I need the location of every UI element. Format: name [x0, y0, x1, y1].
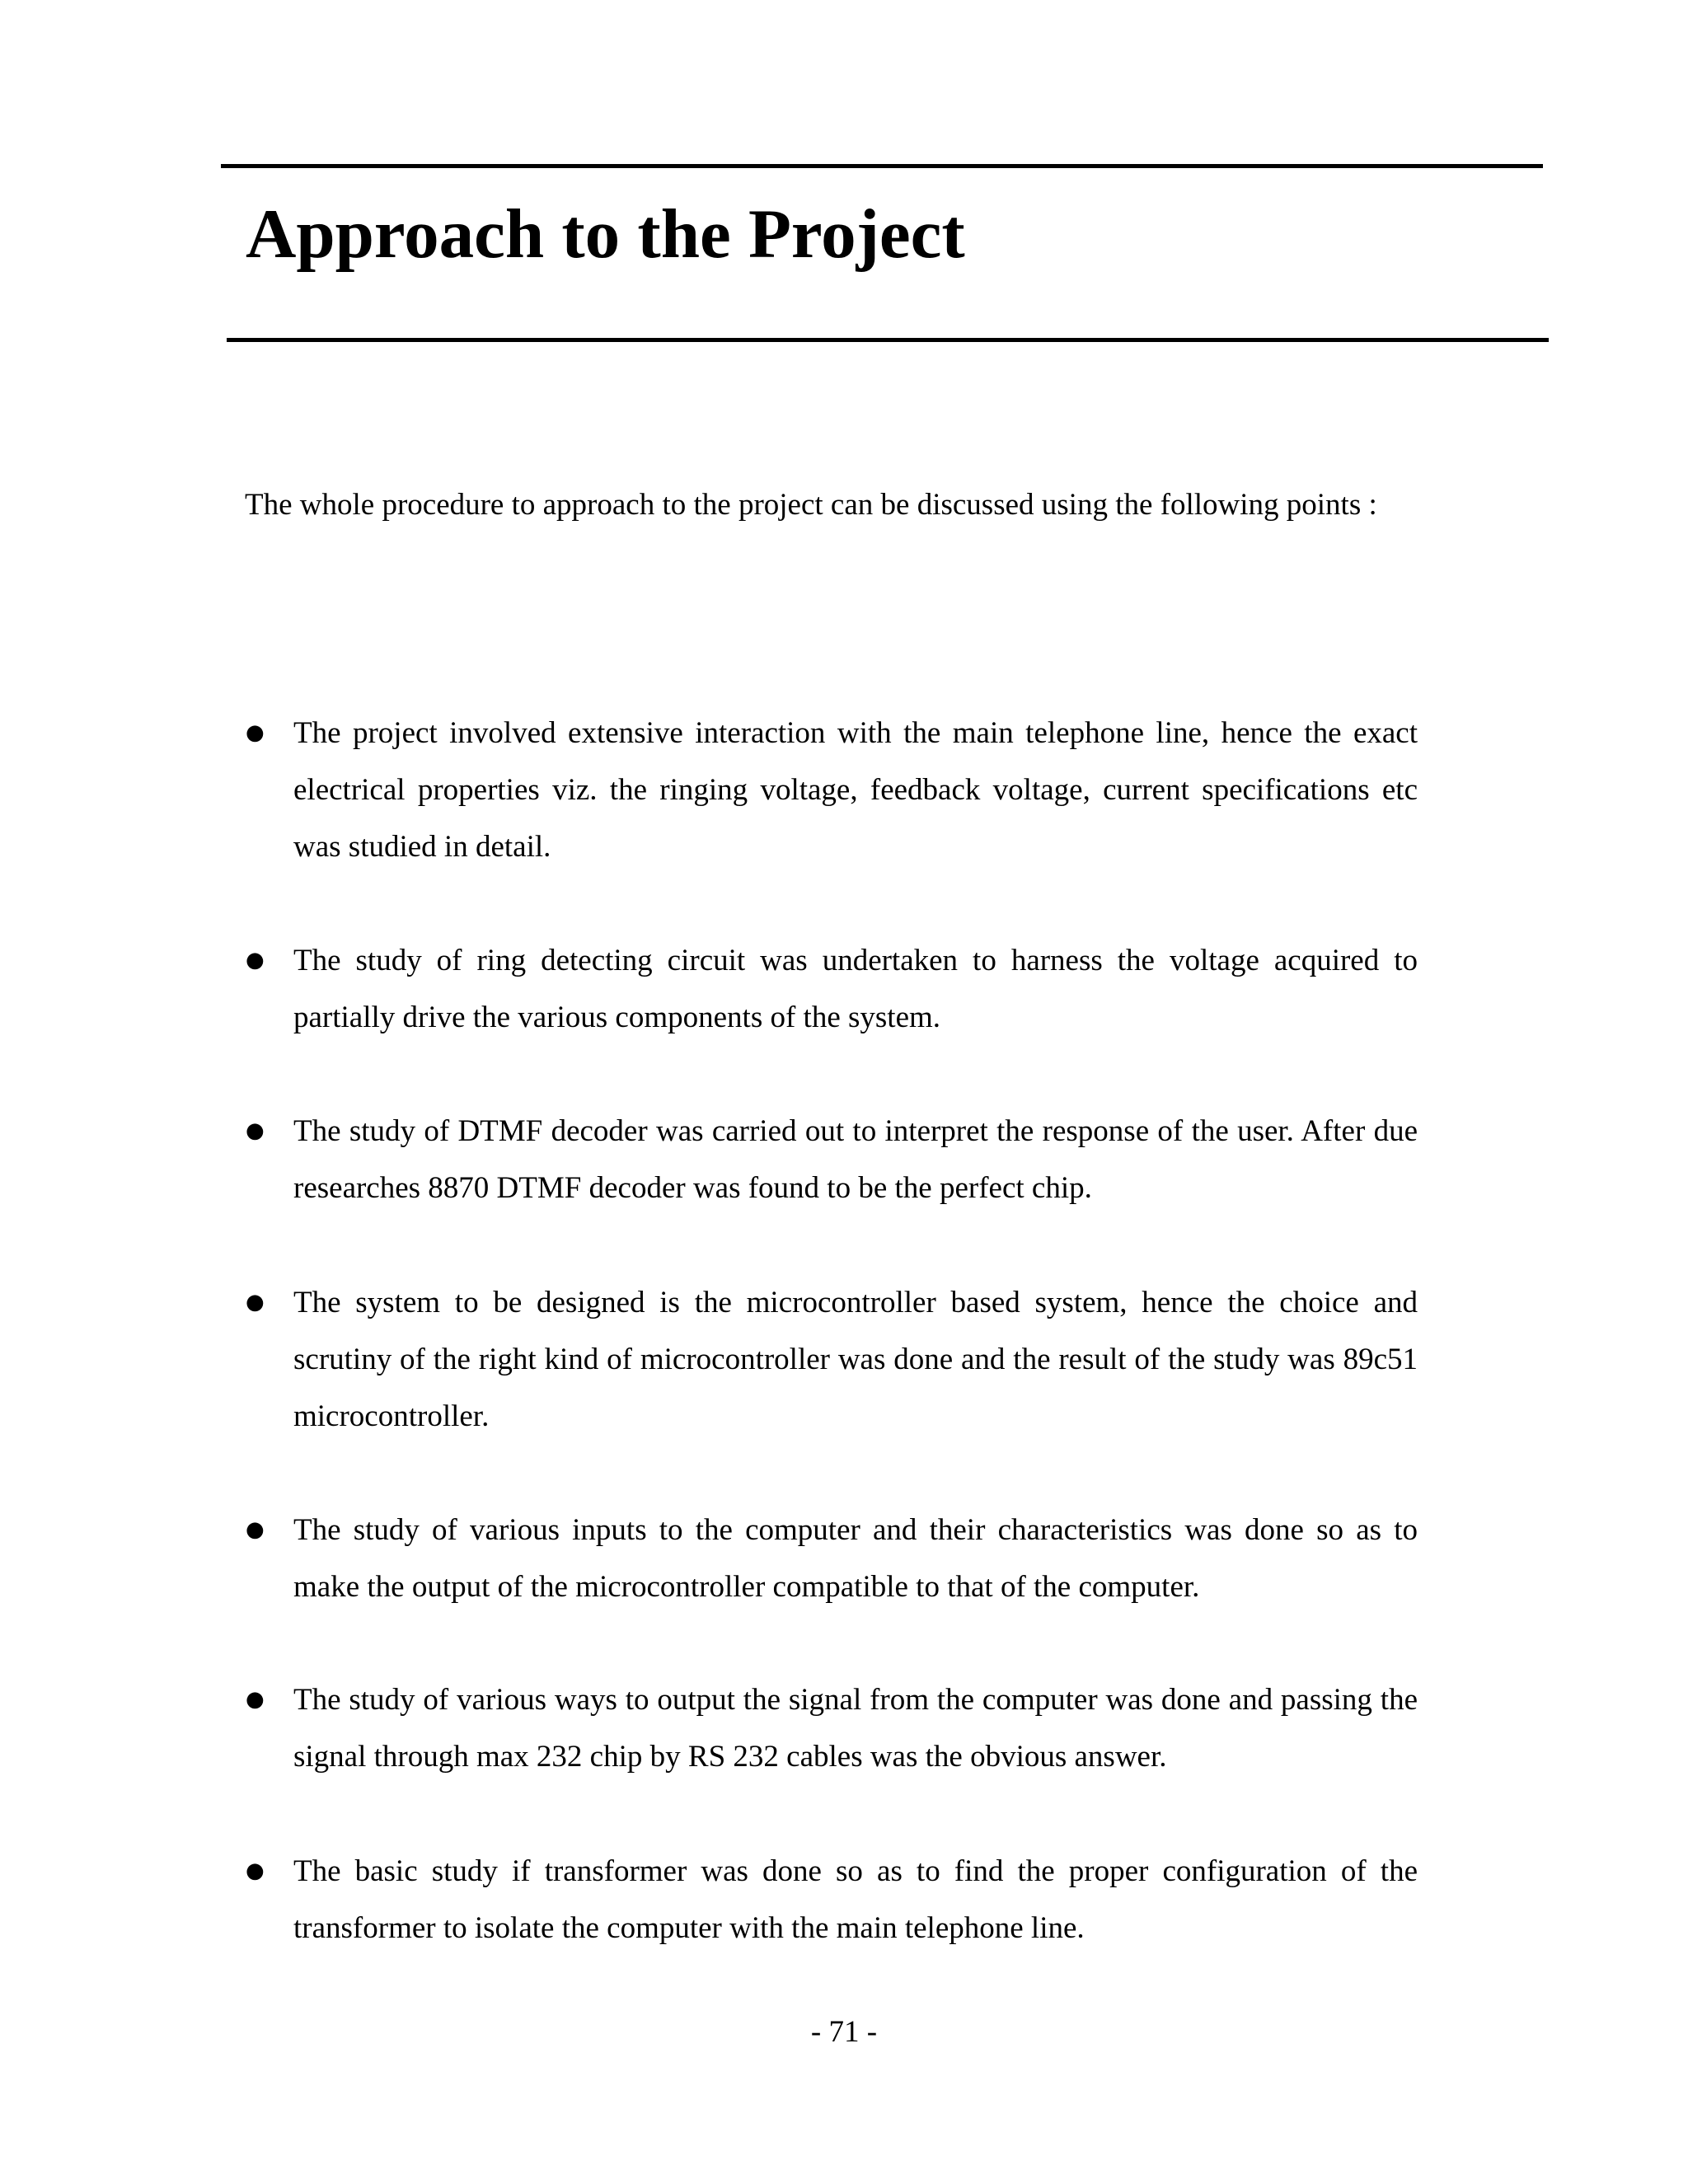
bullet-icon: ● — [246, 720, 265, 745]
bullet-text: The basic study if transformer was done so as to find the proper configuration of the transformer to isolate the computer with the main telephone line. — [293, 1854, 1418, 1945]
bullet-item-1 — [246, 705, 1418, 875]
bullet-icon: ● — [246, 1858, 265, 1883]
bullet-item-4 — [246, 1274, 1418, 1445]
bullet-text: The study of ring detecting circuit was undertaken to harness the voltage acquired to partially drive the various components of the system. — [293, 944, 1418, 1034]
bullet-icon: ● — [246, 1290, 265, 1315]
bullet-item-7 — [246, 1843, 1418, 1957]
page-number: - 71 - — [810, 2015, 878, 2049]
intro-paragraph: The whole procedure to approach to the project can be discussed using the following points : — [245, 488, 1377, 522]
bullet-icon: ● — [246, 1687, 265, 1712]
bullet-text: The project involved extensive interaction with the main telephone line, hence the exact electrical properties viz. the ringing voltage, feedback voltage, current specifications etc was studied in detail. — [293, 716, 1418, 864]
title-rule-top — [221, 164, 1543, 168]
bullet-text: The study of various ways to output the signal from the computer was done and passing the signal through max 232 chip by RS 232 cables was the obvious answer. — [293, 1683, 1418, 1774]
page-title: Approach to the Project — [246, 195, 965, 273]
bullet-icon: ● — [246, 1118, 265, 1143]
bullet-text: The study of DTMF decoder was carried out to interpret the response of the user. After due researches 8870 DTMF decoder was found to be the perfect chip. — [293, 1114, 1418, 1205]
bullet-item-2 — [246, 932, 1418, 1046]
bullet-item-5 — [246, 1502, 1418, 1615]
bullet-icon: ● — [246, 948, 265, 972]
bullet-icon: ● — [246, 1517, 265, 1542]
bullet-text: The system to be designed is the microcontroller based system, hence the choice and scrutiny of the right kind of microcontroller was done and the result of the study was 89c51 microcontroller. — [293, 1286, 1418, 1433]
bullet-text: The study of various inputs to the computer and their characteristics was done so as to make the output of the microcontroller compatible to that of the computer. — [293, 1513, 1418, 1604]
bullet-item-6 — [246, 1671, 1418, 1785]
bullet-item-3 — [246, 1103, 1418, 1216]
title-rule-bottom — [227, 338, 1549, 342]
